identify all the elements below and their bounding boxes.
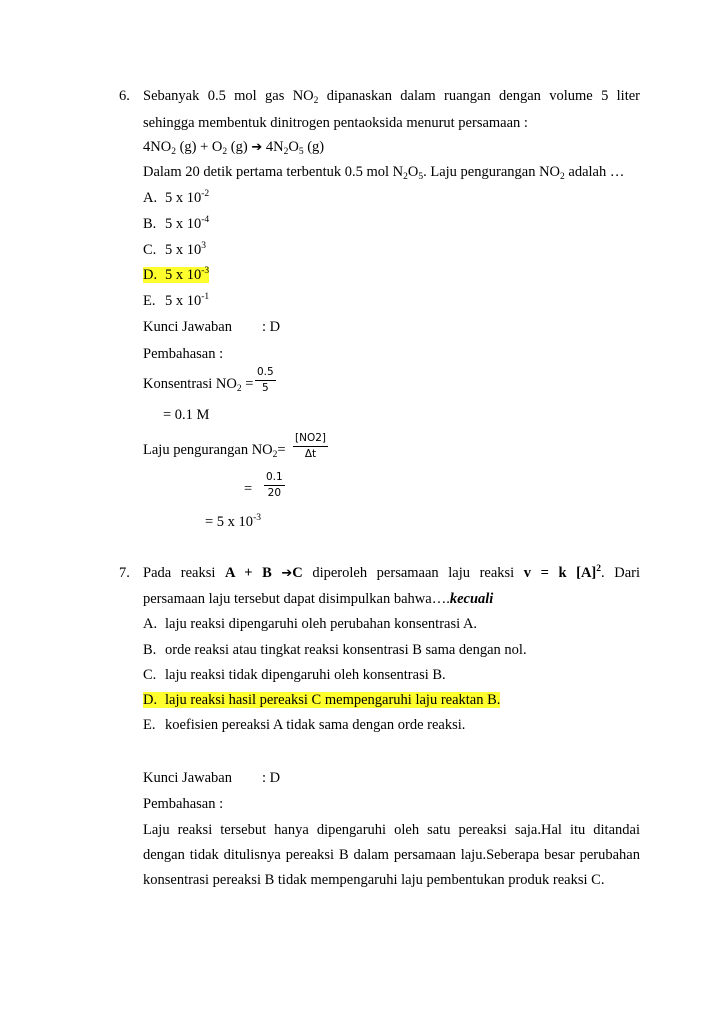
q6-question: Dalam 20 detik pertama terbentuk 0.5 mol $N_2O_5$. Laju pengurangan $NO_2$ adalah … bbox=[143, 164, 625, 182]
q6-rate-result: = 5 x $10^{-3}$ bbox=[205, 513, 261, 530]
q6-line2: sehingga membentuk dinitrogen pentaoksida menurut persamaan : bbox=[143, 115, 528, 131]
q7-option-d-correct: D. laju reaksi hasil pereaksi C mempengaruhi laju reaktan B. bbox=[143, 692, 501, 708]
q6-option-c: C. 5 x $10^3$ bbox=[143, 241, 206, 258]
q7-discussion-line1: Laju reaksi tersebut hanya dipengaruhi oleh satu pereaksi saja.Hal itu ditandai bbox=[143, 822, 640, 838]
q6-option-a: A. 5 x $10^{-2}$ bbox=[143, 189, 210, 206]
q7-option-b: B. orde reaksi atau tingkat reaksi konsentrasi B sama dengan nol. bbox=[143, 642, 527, 658]
q6-rate-label: Laju pengurangan $NO_2=$ bbox=[143, 442, 286, 460]
q7-intro: Pada reaksi A + B ➔C diperoleh persamaan laju reaksi v = k $[A]^2$. Dari bbox=[143, 564, 640, 581]
q7-discussion-label: Pembahasan : bbox=[143, 796, 224, 812]
q6-option-e: E. 5 x $10^{-1}$ bbox=[143, 292, 210, 309]
q6-rate-fraction-values: $\frac{0.1}{20}$ bbox=[266, 471, 283, 499]
q6-option-d-correct: D. 5 x $10^{-3}$ bbox=[143, 266, 210, 283]
q6-concentration-fraction: $\frac{0.5}{5}$ bbox=[257, 366, 274, 394]
q6-option-b: B. 5 x $10^{-4}$ bbox=[143, 215, 210, 232]
arrow-right-icon: ➔ bbox=[281, 566, 293, 581]
q6-key-label: Kunci Jawaban bbox=[143, 319, 232, 335]
q7-line2: persamaan laju tersebut dapat disimpulkan bahwa….kecuali bbox=[143, 591, 494, 607]
q6-rate-fraction: $\frac{[NO2]}{\Delta t}$ bbox=[295, 432, 326, 460]
q6-rate-equals: = bbox=[244, 481, 253, 497]
q6-number: 6. bbox=[119, 88, 130, 104]
q7-option-e: E. koefisien pereaksi A tidak sama dengan orde reaksi. bbox=[143, 717, 466, 733]
q7-key-label: Kunci Jawaban bbox=[143, 770, 232, 786]
q7-key-value: : D bbox=[262, 770, 281, 786]
q6-discussion-label: Pembahasan : bbox=[143, 346, 224, 362]
arrow-right-icon: ➔ bbox=[251, 140, 263, 155]
q7-option-c: C. laju reaksi tidak dipengaruhi oleh konsentrasi B. bbox=[143, 667, 446, 683]
q6-concentration-label: Konsentrasi $NO_2$ = bbox=[143, 376, 254, 394]
q7-option-a: A. laju reaksi dipengaruhi oleh perubahan konsentrasi A. bbox=[143, 616, 478, 632]
q7-discussion-line3: konsentrasi pereaksi B tidak mempengaruhi laju pembentukan produk reaksi C. bbox=[143, 872, 605, 888]
q6-concentration-result: = 0.1 M bbox=[163, 407, 210, 423]
q6-equation: $4NO_2$ $(g) + O_2$ (g) ➔ $4N_2O_5$ (g) bbox=[143, 139, 325, 157]
q6-intro: Sebanyak 0.5 mol gas $NO_2$ dipanaskan dalam ruangan dengan volume 5 liter bbox=[143, 88, 640, 106]
q6-key-value: : D bbox=[262, 319, 281, 335]
q7-number: 7. bbox=[119, 565, 130, 581]
q7-discussion-line2: dengan tidak ditulisnya pereaksi B dalam persamaan laju.Seberapa besar perubahan bbox=[143, 847, 640, 863]
